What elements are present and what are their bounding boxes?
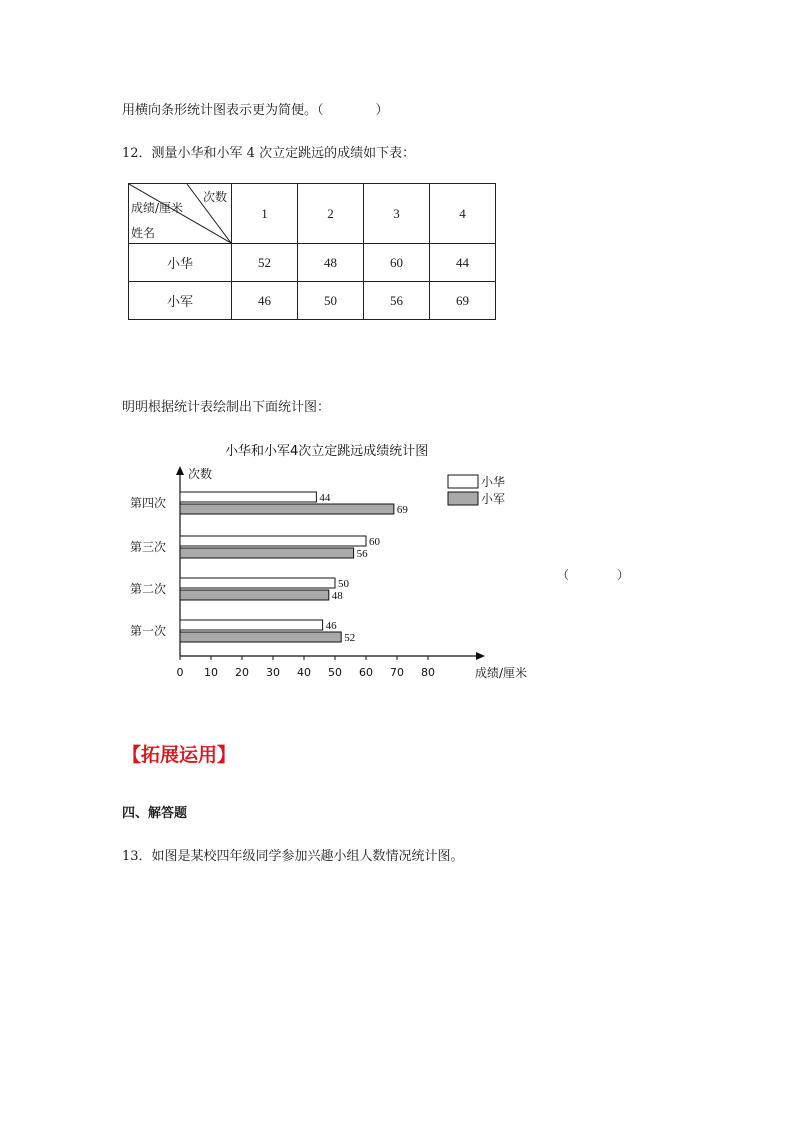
table-row xyxy=(129,282,496,320)
data-label: 52 xyxy=(344,632,356,644)
extension-heading: 【拓展运用】 xyxy=(122,744,237,766)
bar xyxy=(180,536,366,546)
x-axis-arrow xyxy=(476,652,485,660)
table-cell: 50 xyxy=(298,282,364,320)
data-label: 46 xyxy=(325,620,337,632)
bar xyxy=(180,578,335,588)
chart-caption: 明明根据统计表绘制出下面统计图： xyxy=(122,400,331,415)
data-label: 48 xyxy=(331,590,343,602)
data-label: 44 xyxy=(319,492,331,504)
bar-chart xyxy=(118,436,548,686)
column-header: 3 xyxy=(364,184,430,244)
bar xyxy=(180,492,316,502)
x-tick-label: 0 xyxy=(176,666,184,679)
row-name: 小军 xyxy=(129,282,232,320)
category-label: 第三次 xyxy=(130,540,167,554)
header-name: 姓名 xyxy=(131,226,156,240)
table-cell: 44 xyxy=(430,244,496,282)
data-label: 69 xyxy=(396,504,408,516)
table-cell: 60 xyxy=(364,244,430,282)
intro-text: 用横向条形统计图表示更为简便。（ xyxy=(122,103,324,118)
data-label: 56 xyxy=(356,548,368,560)
legend-swatch xyxy=(448,492,478,505)
legend-label: 小军 xyxy=(481,492,506,506)
x-axis-label: 成绩/厘米 xyxy=(475,666,528,680)
question-12: 12．测量小华和小军 4 次立定跳远的成绩如下表： xyxy=(122,146,416,161)
x-tick-label: 70 xyxy=(390,666,404,679)
table-diagonal-header xyxy=(129,184,232,244)
chart-title: 小华和小军4次立定跳远成绩统计图 xyxy=(225,444,429,459)
score-table xyxy=(128,183,496,320)
column-header: 4 xyxy=(430,184,496,244)
row-name: 小华 xyxy=(129,244,232,282)
header-times: 次数 xyxy=(202,190,227,204)
data-label: 60 xyxy=(369,536,380,548)
column-header: 1 xyxy=(232,184,298,244)
x-tick-label: 80 xyxy=(421,666,435,679)
bar xyxy=(180,590,329,600)
data-label: 50 xyxy=(338,578,349,590)
x-tick-label: 60 xyxy=(359,666,373,679)
column-header: 2 xyxy=(298,184,364,244)
table-cell: 52 xyxy=(232,244,298,282)
section-title: 四、解答题 xyxy=(122,806,188,821)
table-cell: 69 xyxy=(430,282,496,320)
x-tick-label: 10 xyxy=(204,666,218,679)
bar xyxy=(180,632,341,642)
question-13: 13．如图是某校四年级同学参加兴趣小组人数情况统计图。 xyxy=(122,849,464,864)
bar xyxy=(180,504,394,514)
table-cell: 56 xyxy=(364,282,430,320)
category-label: 第四次 xyxy=(130,496,167,510)
table-row xyxy=(129,244,496,282)
category-label: 第二次 xyxy=(130,582,167,596)
x-tick-label: 50 xyxy=(328,666,342,679)
bar xyxy=(180,548,354,558)
header-score: 成绩/厘米 xyxy=(131,201,184,215)
intro-statement xyxy=(122,99,389,118)
y-axis-arrow xyxy=(176,466,184,475)
x-tick-label: 30 xyxy=(266,666,280,679)
table-cell: 46 xyxy=(232,282,298,320)
table-cell: 48 xyxy=(298,244,364,282)
x-tick-label: 20 xyxy=(235,666,249,679)
legend-swatch xyxy=(448,475,478,488)
bar xyxy=(180,620,323,630)
legend-label: 小华 xyxy=(481,475,506,489)
y-axis-label: 次数 xyxy=(188,467,213,481)
category-label: 第一次 xyxy=(130,624,167,638)
intro-close: ） xyxy=(375,103,389,118)
x-tick-label: 40 xyxy=(297,666,311,679)
answer-paren[interactable]: （ ） xyxy=(557,568,630,582)
